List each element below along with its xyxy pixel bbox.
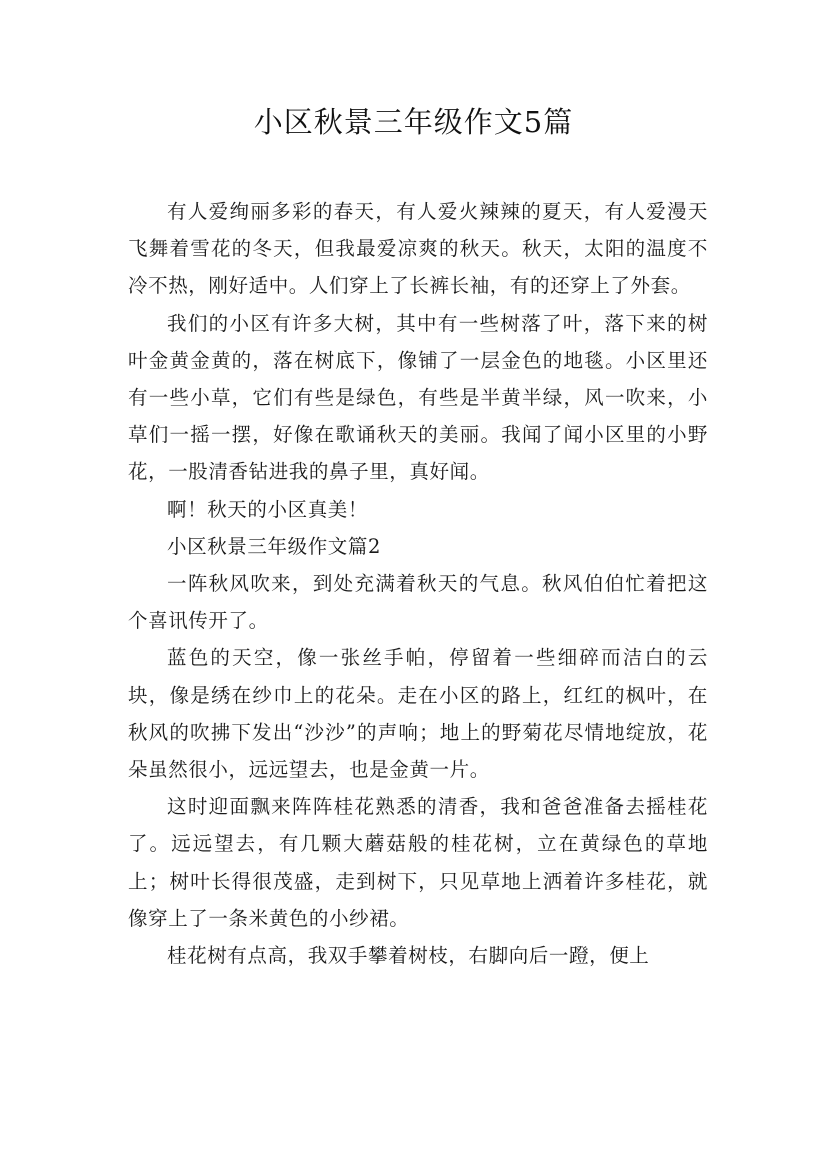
- paragraph: 一阵秋风吹来，到处充满着秋天的气息。秋风伯伯忙着把这个喜讯传开了。: [128, 572, 708, 633]
- paragraph: 这时迎面飘来阵阵桂花熟悉的清香，我和爸爸准备去摇桂花了。远远望去，有几颗大蘑菇般的桂花树，立在黄绿色的草地上；树叶长得很茂盛，走到树下，只见草地上洒着许多桂花，就像穿上了一条米黄色的小纱裙。: [128, 795, 708, 930]
- paragraph: 桂花树有点高，我双手攀着树枝，右脚向后一蹬，便上: [167, 944, 650, 968]
- section-heading: 小区秋景三年级作文篇2: [167, 534, 382, 558]
- document-body: [128, 193, 708, 974]
- paragraph: 有人爱绚丽多彩的春天，有人爱火辣辣的夏天，有人爱漫天飞舞着雪花的冬天，但我最爱凉爽的秋天。秋天，太阳的温度不冷不热，刚好适中。人们穿上了长裤长袖，有的还穿上了外套。: [128, 200, 708, 298]
- paragraph: 我们的小区有许多大树，其中有一些树落了叶，落下来的树叶金黄金黄的，落在树底下，像铺了一层金色的地毯。小区里还有一些小草，它们有些是绿色，有些是半黄半绿，风一吹来，小草们一摇一摆，好像在歌诵秋天的美丽。我闻了闻小区里的小野花，一股清香钻进我的鼻子里，真好闻。: [128, 311, 708, 484]
- paragraph: 蓝色的天空，像一张丝手帕，停留着一些细碎而洁白的云块，像是绣在纱巾上的花朵。走在小区的路上，红红的枫叶，在秋风的吹拂下发出“沙沙”的声响；地上的野菊花尽情地绽放，花朵虽然很小，远远望去，也是金黄一片。: [128, 646, 708, 782]
- paragraph: 啊！秋天的小区真美！: [167, 497, 369, 521]
- document-title: 小区秋景三年级作文5篇: [253, 105, 574, 139]
